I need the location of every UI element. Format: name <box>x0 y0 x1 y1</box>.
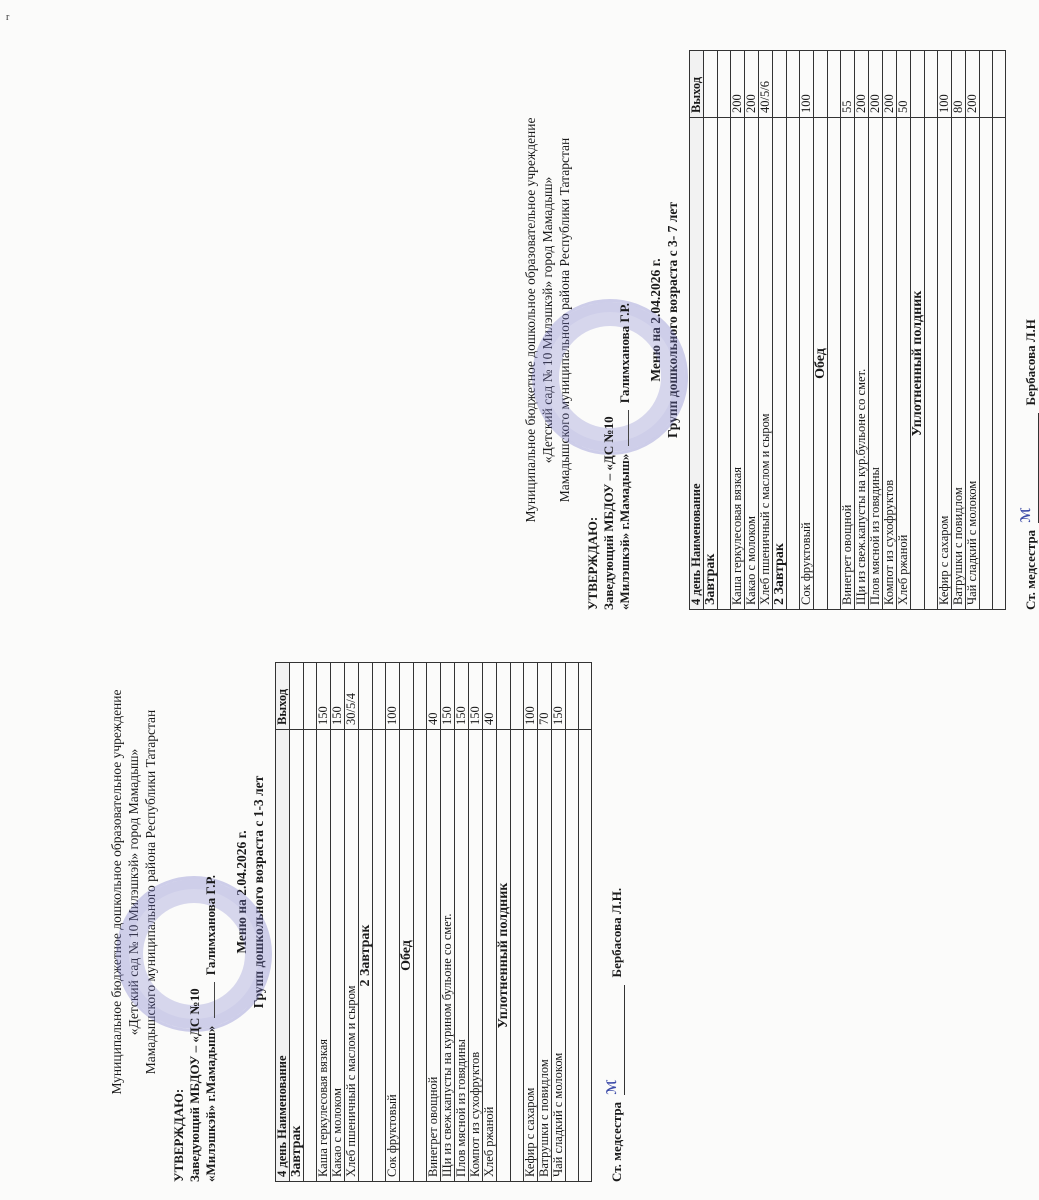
out-cell <box>773 51 787 118</box>
section-title: Завтрак <box>290 730 304 1182</box>
dish-name: Плов мясной из говядины <box>455 730 469 1182</box>
table-row <box>538 663 552 1182</box>
organization-header <box>522 30 573 610</box>
table-row <box>483 663 497 1182</box>
table-row <box>317 663 331 1182</box>
approve-line <box>203 602 219 1182</box>
name-cell <box>511 730 524 1182</box>
approve-place: «Милэшкэй» г.Мамадыш» <box>617 453 632 610</box>
approve-title: УТВЕРЖДАЮ: <box>171 1088 186 1182</box>
name-cell <box>414 730 427 1182</box>
dish-name: Сок фруктовый <box>386 730 400 1182</box>
name-cell <box>980 118 993 610</box>
section-title: 2 Завтрак <box>773 118 787 610</box>
dish-name: Винегрет овощной <box>427 730 441 1182</box>
dish-portion: 150 <box>455 663 469 730</box>
corner-mark: r <box>6 12 10 23</box>
menu-title: Меню на 2.04.2026 г. <box>234 830 249 954</box>
org-line-2: «Детский сад № 10 Милэшкэй» город Мамадыш» <box>126 748 141 1036</box>
dish-name: Компот из сухофруктов <box>469 730 483 1182</box>
out-cell <box>718 51 731 118</box>
table-row-section <box>773 51 787 610</box>
table-row <box>524 663 538 1182</box>
table-row <box>869 51 883 610</box>
signature-line <box>628 411 629 447</box>
table-row-blank <box>980 51 993 610</box>
table-row <box>966 51 980 610</box>
nurse-name: Бербасова Л.Н <box>1023 319 1038 406</box>
approval-block <box>585 30 633 610</box>
dish-portion: 30/5/4 <box>345 663 359 730</box>
name-cell <box>787 118 800 610</box>
org-line-2: «Детский сад № 10 Милэшкэй» город Мамадыш» <box>540 176 555 464</box>
org-line-1: Муниципальное бюджетное дошкольное образовательное учреждение <box>109 689 124 1095</box>
menu-title: Меню на 2.04.2026 г. <box>648 258 663 382</box>
table-header-row <box>276 663 290 1182</box>
table-row <box>745 51 759 610</box>
table-row-section <box>911 51 925 610</box>
table-row <box>855 51 869 610</box>
dish-name: Щи из свеж.капусты на кур.бульоне со смет. <box>855 118 869 610</box>
dish-name: Компот из сухофруктов <box>883 118 897 610</box>
table-row <box>897 51 911 610</box>
table-row <box>841 51 855 610</box>
table-row <box>883 51 897 610</box>
table-row-blank <box>993 51 1006 610</box>
dish-name: Плов мясной из говядины <box>869 118 883 610</box>
out-cell <box>993 51 1006 118</box>
table-row <box>386 663 400 1182</box>
org-line-3: Мамадышского муниципального района Республики Татарстан <box>143 709 158 1075</box>
dish-portion: 200 <box>966 51 980 118</box>
menu-table <box>275 662 592 1182</box>
menu-page-3-7 <box>522 30 1038 610</box>
table-row <box>469 663 483 1182</box>
out-cell <box>497 663 511 730</box>
menu-table <box>689 50 1006 610</box>
nurse-label: Ст. медсестра <box>609 1101 624 1182</box>
nurse-name: Бербасова Л.Н. <box>609 887 624 978</box>
table-row-blank <box>718 51 731 610</box>
name-cell <box>718 118 731 610</box>
section-title: 2 Завтрак <box>359 730 373 1182</box>
group-title: Групп дошкольного возраста с 3- 7 лет <box>665 202 680 438</box>
section-title: Обед <box>814 118 828 610</box>
out-cell <box>911 51 925 118</box>
table-row-section <box>497 663 511 1182</box>
org-line-1: Муниципальное бюджетное дошкольное образовательное учреждение <box>523 117 538 523</box>
table-row <box>952 51 966 610</box>
col-name-header: 4 день Наименование <box>690 118 704 610</box>
out-cell <box>925 51 938 118</box>
dish-portion: 100 <box>386 663 400 730</box>
dish-portion: 150 <box>331 663 345 730</box>
dish-portion: 200 <box>731 51 745 118</box>
dish-name: Хлеб пшеничный с маслом и сыром <box>345 730 359 1182</box>
section-title: Завтрак <box>704 118 718 610</box>
menu-page-1-3 <box>108 602 624 1182</box>
dish-portion: 200 <box>869 51 883 118</box>
table-row-section <box>359 663 373 1182</box>
group-title: Групп дошкольного возраста с 1-3 лет <box>251 775 266 1009</box>
col-out-header: Выход <box>276 663 290 730</box>
table-row-section <box>814 51 828 610</box>
table-row-blank <box>925 51 938 610</box>
dish-portion: 150 <box>317 663 331 730</box>
dish-portion: 40 <box>483 663 497 730</box>
menu-table-body <box>290 663 592 1182</box>
table-row-blank <box>373 663 386 1182</box>
dish-portion: 200 <box>883 51 897 118</box>
name-cell <box>925 118 938 610</box>
out-cell <box>704 51 718 118</box>
dish-name: Какао с молоком <box>331 730 345 1182</box>
dish-name: Хлеб ржаной <box>483 730 497 1182</box>
approve-title: УТВЕРЖДАЮ: <box>585 516 600 610</box>
dish-portion: 150 <box>469 663 483 730</box>
dish-name: Кефир с сахаром <box>524 730 538 1182</box>
approve-place: «Милэшкэй» г.Мамадыш» <box>203 1025 218 1182</box>
approve-name: Галимханова Г.Р. <box>203 874 218 976</box>
out-cell <box>290 663 304 730</box>
dish-name: Винегрет овощной <box>841 118 855 610</box>
table-row-blank <box>511 663 524 1182</box>
table-row <box>427 663 441 1182</box>
out-cell <box>566 663 579 730</box>
out-cell <box>414 663 427 730</box>
dish-portion: 100 <box>524 663 538 730</box>
table-row-blank <box>579 663 592 1182</box>
name-cell <box>373 730 386 1182</box>
dish-portion: 100 <box>800 51 814 118</box>
dish-portion: 150 <box>441 663 455 730</box>
nurse-signature-line <box>605 985 625 1095</box>
dish-name: Чай сладкий с молоком <box>966 118 980 610</box>
name-cell <box>579 730 592 1182</box>
section-title: Уплотненный полдник <box>497 730 511 1182</box>
dish-name: Каша геркулесовая вязкая <box>731 118 745 610</box>
table-row <box>938 51 952 610</box>
nurse-label: Ст. медсестра <box>1023 529 1038 610</box>
table-row-blank <box>414 663 427 1182</box>
table-header-row <box>690 51 704 610</box>
table-row-section <box>704 51 718 610</box>
approve-head: Заведующий МБДОУ – «ДС №10 <box>601 416 616 610</box>
signature-line <box>214 983 215 1019</box>
dish-portion: 80 <box>952 51 966 118</box>
dish-name: Хлеб ржаной <box>897 118 911 610</box>
dish-name: Ватрушки с повидлом <box>952 118 966 610</box>
dish-portion: 40 <box>427 663 441 730</box>
table-row <box>759 51 773 610</box>
dish-portion: 150 <box>552 663 566 730</box>
menu-table-body <box>704 51 1006 610</box>
table-row <box>441 663 455 1182</box>
dish-name: Щи из свеж.капусты на курином бульоне со смет. <box>441 730 455 1182</box>
organization-header <box>108 602 159 1182</box>
dish-portion: 70 <box>538 663 552 730</box>
out-cell <box>814 51 828 118</box>
name-cell <box>828 118 841 610</box>
table-row <box>731 51 745 610</box>
table-row <box>345 663 359 1182</box>
out-cell <box>980 51 993 118</box>
table-row-blank <box>304 663 317 1182</box>
out-cell <box>373 663 386 730</box>
table-row-blank <box>566 663 579 1182</box>
nurse-signature-line <box>1019 413 1039 523</box>
table-row <box>552 663 566 1182</box>
name-cell <box>566 730 579 1182</box>
dish-name: Хлеб пшеничный с маслом и сыром <box>759 118 773 610</box>
col-out-header: Выход <box>690 51 704 118</box>
out-cell <box>400 663 414 730</box>
dish-portion: 100 <box>938 51 952 118</box>
section-title: Обед <box>400 730 414 1182</box>
dish-name: Чай сладкий с молоком <box>552 730 566 1182</box>
approve-name: Галимханова Г.Р. <box>617 302 632 404</box>
table-row-section <box>400 663 414 1182</box>
dish-name: Ватрушки с повидлом <box>538 730 552 1182</box>
section-title: Уплотненный полдник <box>911 118 925 610</box>
dish-name: Какао с молоком <box>745 118 759 610</box>
dish-portion: 55 <box>841 51 855 118</box>
out-cell <box>787 51 800 118</box>
table-row-blank <box>787 51 800 610</box>
table-row <box>455 663 469 1182</box>
nurse-signature-block <box>605 602 625 1182</box>
dish-portion: 200 <box>855 51 869 118</box>
dish-portion: 200 <box>745 51 759 118</box>
dish-name: Кефир с сахаром <box>938 118 952 610</box>
out-cell <box>828 51 841 118</box>
out-cell <box>304 663 317 730</box>
dish-portion: 40/5/6 <box>759 51 773 118</box>
table-row <box>331 663 345 1182</box>
col-name-header: 4 день Наименование <box>276 730 290 1182</box>
handwritten-signature-icon: ℳ <box>605 1079 620 1095</box>
dish-portion: 50 <box>897 51 911 118</box>
dish-name: Каша геркулесовая вязкая <box>317 730 331 1182</box>
nurse-signature-block <box>1019 30 1039 610</box>
table-row-blank <box>828 51 841 610</box>
name-cell <box>304 730 317 1182</box>
out-cell <box>511 663 524 730</box>
handwritten-signature-icon: ℳ <box>1019 507 1034 523</box>
out-cell <box>579 663 592 730</box>
out-cell <box>359 663 373 730</box>
approval-block <box>171 602 219 1182</box>
name-cell <box>993 118 1006 610</box>
table-row-section <box>290 663 304 1182</box>
approve-line <box>617 30 633 610</box>
approve-head: Заведующий МБДОУ – «ДС №10 <box>187 988 202 1182</box>
table-row <box>800 51 814 610</box>
dish-name: Сок фруктовый <box>800 118 814 610</box>
org-line-3: Мамадышского муниципального района Республики Татарстан <box>557 137 572 503</box>
